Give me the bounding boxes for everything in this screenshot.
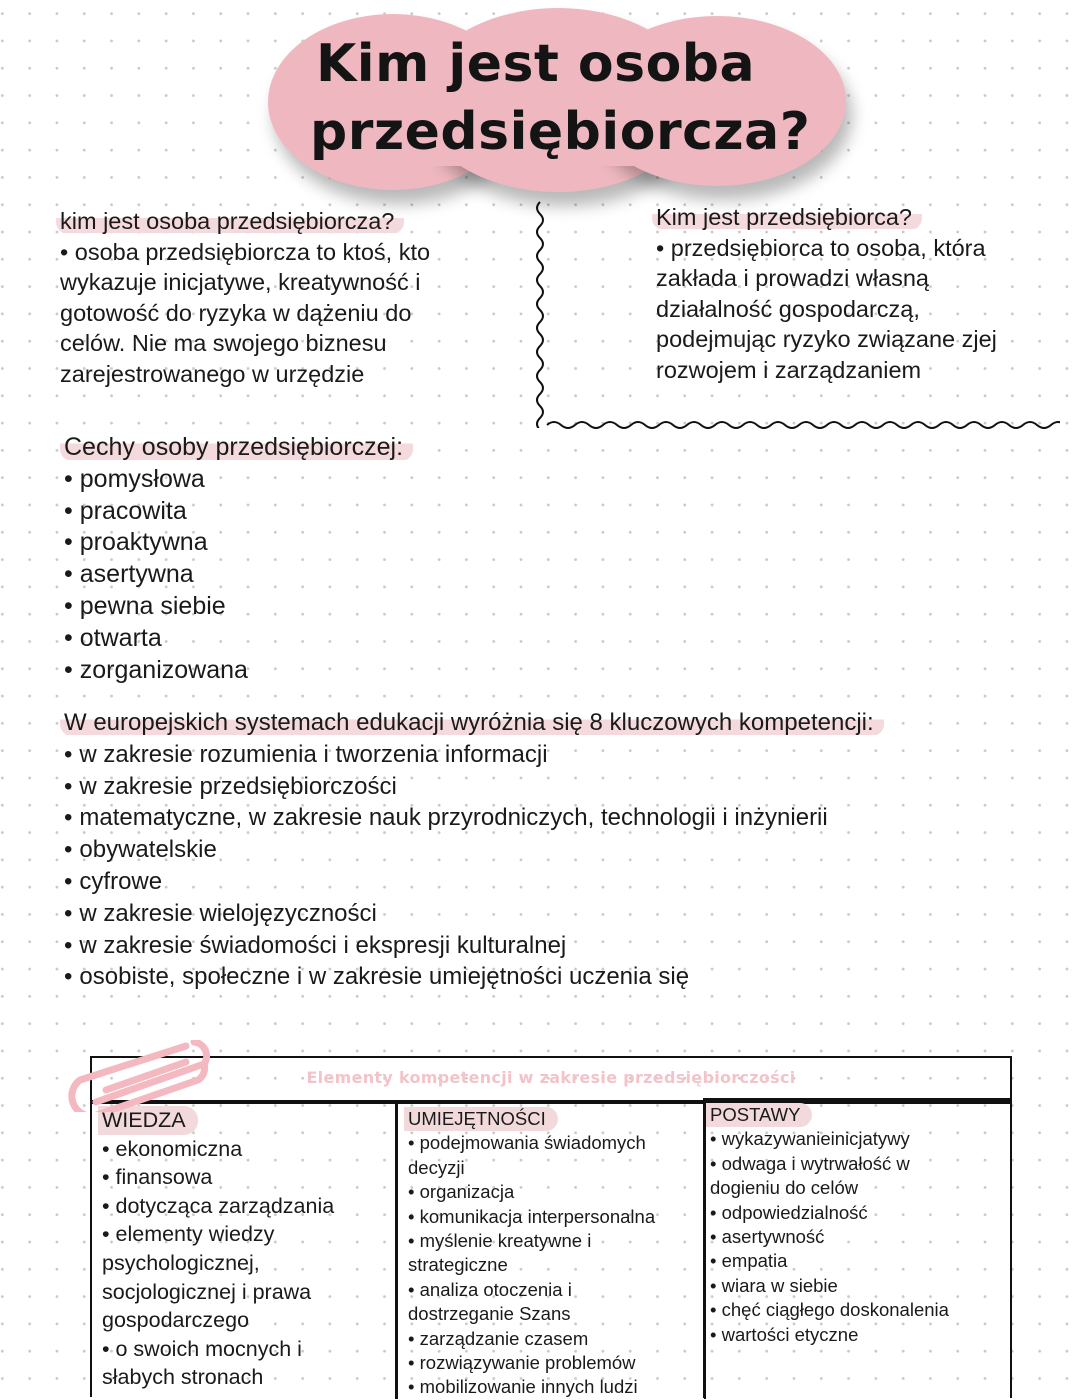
- list-item: • proaktywna: [64, 527, 413, 559]
- column-line: • empatia: [710, 1250, 788, 1272]
- column-line: • wiara w siebie: [710, 1274, 838, 1296]
- column-line: • chęć ciągłego doskonalenia: [710, 1299, 949, 1321]
- column-line: • o swoich mocnych i: [102, 1336, 302, 1361]
- list-item: • w zakresie przedsiębiorczości: [64, 771, 884, 803]
- table-title: Elementy kompetencji w zakresie przedsiębiorczości: [306, 1068, 796, 1087]
- section-heading: Cechy osoby przedsiębiorczej:: [60, 433, 413, 461]
- traits-section: [64, 432, 413, 686]
- column-line: decyzji: [408, 1156, 465, 1178]
- column-line: gospodarczego: [102, 1308, 250, 1333]
- list-item: • w zakresie świadomości i ekspresji kulturalnej: [64, 930, 884, 962]
- page-title: [310, 30, 830, 166]
- table-column-attitudes: [703, 1098, 1012, 1398]
- list-item: • matematyczne, w zakresie nauk przyrodniczych, technologii i inżynierii: [64, 802, 884, 834]
- paperclip-icon: [62, 1040, 222, 1112]
- list-item: • pewna siebie: [64, 591, 413, 623]
- list-item: • asertywna: [64, 559, 413, 591]
- column-line: strategiczne: [408, 1254, 508, 1276]
- entrepreneurial-person-definition: [60, 206, 430, 389]
- definition-line: rozwojem i zarządzaniem: [656, 356, 922, 383]
- wavy-divider-horizontal: [545, 415, 1060, 435]
- column-line: • wykazywanieinicjatywy: [710, 1128, 910, 1150]
- list-item: • cyfrowe: [64, 866, 884, 898]
- definition-line: • przedsiębiorca to osoba, która: [656, 234, 986, 261]
- column-line: • ekonomiczna: [102, 1136, 243, 1161]
- wavy-divider-vertical: [528, 200, 550, 428]
- list-item: • w zakresie rozumienia i tworzenia informacji: [64, 739, 884, 771]
- section-heading: kim jest osoba przedsiębiorcza?: [56, 208, 404, 234]
- column-line: • mobilizowanie innych ludzi: [408, 1376, 638, 1398]
- definition-line: zakłada i prowadzi własną: [656, 265, 930, 291]
- column-title: POSTAWY: [706, 1103, 812, 1127]
- column-line: socjologicznej i prawa: [102, 1279, 312, 1304]
- column-line: • finansowa: [102, 1165, 213, 1190]
- column-line: • dotycząca zarządzania: [102, 1193, 335, 1218]
- column-line: • podejmowania świadomych: [408, 1132, 646, 1154]
- table-header: [90, 1056, 1012, 1104]
- list-item: • otwarta: [64, 623, 413, 655]
- column-line: • myślenie kreatywne i: [408, 1230, 592, 1252]
- column-title: UMIEJĘTNOŚCI: [404, 1107, 558, 1131]
- column-line: psychologicznej,: [102, 1250, 260, 1275]
- key-competences-section: [64, 707, 884, 993]
- table-column-skills: [395, 1100, 706, 1399]
- definition-line: celów. Nie ma swojego biznesu: [60, 330, 387, 356]
- column-line: dostrzeganie Szans: [408, 1303, 571, 1325]
- list-item: • w zakresie wielojęzyczności: [64, 898, 884, 930]
- definition-line: działalność gospodarczą,: [656, 295, 920, 322]
- definition-line: • osoba przedsiębiorcza to ktoś, kto: [60, 238, 431, 265]
- list-item: • pomysłowa: [64, 464, 413, 496]
- list-item: • pracowita: [64, 496, 413, 528]
- section-heading: W europejskich systemach edukacji wyróżnia się 8 kluczowych kompetencji:: [60, 709, 884, 736]
- column-line: • analiza otoczenia i: [408, 1278, 572, 1300]
- column-line: • organizacja: [408, 1181, 515, 1203]
- table-column-knowledge: [90, 1100, 398, 1397]
- list-item: • zorganizowana: [64, 655, 413, 687]
- entrepreneur-definition: [656, 202, 997, 385]
- title-line-1: Kim jest osoba: [316, 34, 756, 94]
- list-item: • obywatelskie: [64, 834, 884, 866]
- column-line: • asertywność: [710, 1226, 825, 1248]
- definition-line: podejmując ryzyko związane zjej: [656, 326, 997, 352]
- section-heading: Kim jest przedsiębiorca?: [652, 204, 922, 230]
- title-blob: [268, 8, 848, 198]
- definition-line: gotowość do ryzyka w dążeniu do: [60, 299, 412, 326]
- column-line: słabych stronach: [102, 1365, 264, 1390]
- column-line: dogieniu do celów: [710, 1177, 859, 1199]
- column-title: WIEDZA: [98, 1106, 198, 1135]
- column-line: • komunikacja interpersonalna: [408, 1205, 656, 1227]
- column-line: • odwaga i wytrwałość w: [710, 1152, 910, 1174]
- column-line: • wartości etyczne: [710, 1323, 859, 1345]
- title-line-2: przedsiębiorcza?: [310, 102, 811, 162]
- definition-line: wykazuje inicjatywe, kreatywność i: [60, 269, 421, 295]
- column-line: • rozwiązywanie problemów: [408, 1352, 636, 1374]
- column-line: • zarządzanie czasem: [408, 1327, 589, 1349]
- list-item: • osobiste, społeczne i w zakresie umiejętności uczenia się: [64, 961, 884, 993]
- column-line: • odpowiedzialność: [710, 1201, 868, 1223]
- definition-line: zarejestrowanego w urzędzie: [60, 360, 365, 387]
- column-line: • elementy wiedzy: [102, 1222, 275, 1247]
